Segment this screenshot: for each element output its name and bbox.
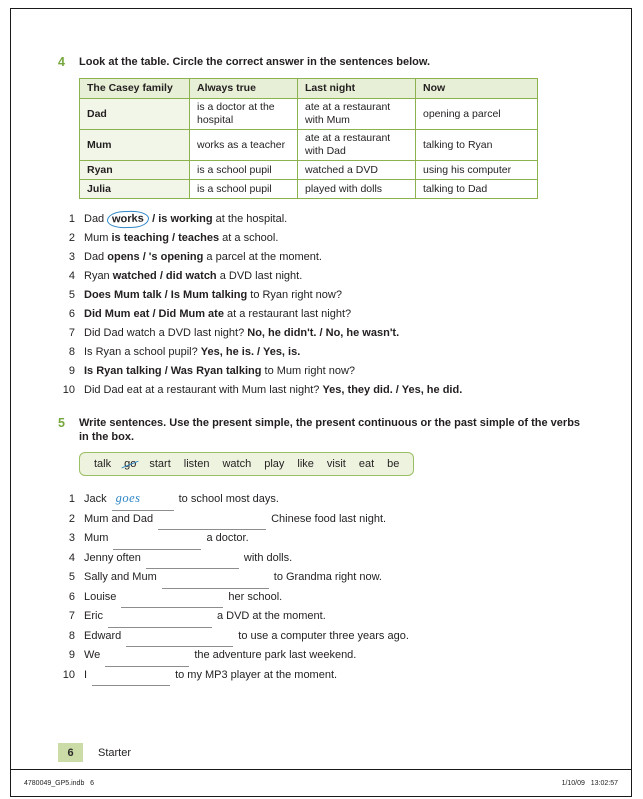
- family-member-name: Dad: [80, 99, 190, 130]
- sentence-segment: Is Ryan talking / Was Ryan talking: [84, 365, 262, 377]
- word-box-word: watch: [222, 458, 252, 470]
- exercise-4-header: [58, 55, 593, 69]
- sentence-segment: Ryan: [84, 270, 113, 282]
- sentence-after-blank: a DVD at the moment.: [216, 610, 326, 622]
- sentence-text: [84, 210, 287, 229]
- word-box-word: be: [387, 458, 400, 470]
- fill-in-item: [58, 567, 593, 587]
- sentence-text: [84, 343, 300, 362]
- exercise-5-section: [58, 416, 593, 684]
- sentence-number: 10: [62, 384, 75, 396]
- fill-in-item: [58, 626, 593, 646]
- sentence-text: [84, 229, 278, 248]
- answer-blank: [112, 489, 174, 511]
- now-cell: using his computer: [416, 161, 538, 180]
- sentence-segment: Did Mum eat / Did Mum ate: [84, 308, 224, 320]
- print-info-strip: [11, 769, 631, 796]
- now-cell: opening a parcel: [416, 99, 538, 130]
- sentence-item: [58, 229, 593, 248]
- sentence-segment: No, he didn't. / No, he wasn't.: [247, 327, 400, 339]
- family-member-name: Julia: [80, 180, 190, 199]
- fill-in-item: [58, 509, 593, 529]
- sentence-segment: to Mum right now?: [261, 365, 356, 377]
- sentence-segment: to Ryan right now?: [247, 289, 342, 301]
- exercise-5-instruction: Write sentences. Use the present simple, the present continuous or the past simple of the verbs in the box.: [79, 417, 581, 443]
- handwritten-answer: [113, 530, 121, 544]
- sentence-number: 2: [68, 512, 75, 525]
- handwritten-answer: [146, 550, 154, 564]
- sentence-segment: Dad: [84, 213, 108, 225]
- print-file-info: 4780049_GP5.indb 6: [24, 779, 95, 787]
- sentence-item: [58, 267, 593, 286]
- sentence-segment: is working: [158, 213, 213, 225]
- sentence-item: [58, 324, 593, 343]
- sentence-item: [58, 343, 593, 362]
- sentence-before-blank: Louise: [84, 590, 117, 603]
- word-box-word: listen: [183, 458, 210, 470]
- sentence-before-blank: Mum: [84, 532, 109, 544]
- fill-in-item: [58, 606, 593, 626]
- sentence-number: 7: [68, 327, 75, 339]
- fill-in-item: [58, 528, 593, 548]
- sentence-text: [84, 248, 322, 267]
- handwritten-answer: [108, 608, 116, 622]
- answer-blank: [162, 567, 269, 589]
- table-row: [80, 130, 538, 161]
- sentence-number: 5: [68, 571, 75, 583]
- answer-blank: [108, 606, 212, 628]
- sentence-number: 9: [68, 365, 75, 377]
- sentence-item: [58, 381, 593, 400]
- sentence-number: 3: [68, 532, 75, 544]
- casey-family-table: [79, 78, 538, 199]
- sentence-number: 4: [68, 270, 75, 282]
- sentence-segment: Does Mum talk / Is Mum talking: [84, 289, 248, 301]
- sentence-after-blank: with dolls.: [243, 551, 293, 564]
- exercise-4-number: 4: [58, 55, 65, 69]
- handwritten-answer: goes: [115, 491, 141, 505]
- sentence-number: 2: [68, 232, 75, 244]
- fill-in-item: [58, 489, 593, 509]
- family-member-name: Mum: [80, 130, 190, 161]
- fill-in-item: [58, 665, 593, 685]
- family-member-name: Ryan: [80, 161, 190, 180]
- page-content: [11, 9, 631, 684]
- answer-blank: [146, 548, 239, 570]
- column-header-last-night: Last night: [298, 79, 416, 99]
- column-header-family: The Casey family: [80, 79, 190, 99]
- sentence-segment: at the hospital.: [212, 213, 288, 225]
- last-night-cell: watched a DVD: [298, 161, 416, 180]
- sentence-before-blank: Sally and Mum: [84, 571, 157, 583]
- table-header-row: [80, 79, 538, 99]
- sentence-number: 8: [68, 346, 75, 358]
- last-night-cell: played with dolls: [298, 180, 416, 199]
- sentence-item: [58, 210, 593, 229]
- sentence-after-blank: to use a computer three years ago.: [238, 629, 409, 642]
- sentence-number: 1: [68, 213, 75, 225]
- sentence-segment: Yes, he is. / Yes, is.: [200, 346, 301, 358]
- page-frame: [10, 8, 632, 797]
- sentence-number: 1: [68, 493, 75, 505]
- exercise-4-instruction: Look at the table. Circle the correct answer in the sentences below.: [79, 56, 431, 68]
- exercise-5-header: [58, 416, 593, 444]
- word-box-word: start: [149, 458, 171, 470]
- fill-in-item: [58, 587, 593, 607]
- column-header-always-true: Always true: [190, 79, 298, 99]
- answer-blank: [113, 528, 201, 550]
- sentence-before-blank: Eric: [84, 610, 103, 622]
- exercise-4-sentence-list: [58, 210, 593, 400]
- sentence-before-blank: Edward: [84, 629, 122, 642]
- word-box-word: visit: [326, 458, 346, 470]
- sentence-number: 5: [68, 289, 75, 301]
- sentence-item: [58, 362, 593, 381]
- sentence-text: [84, 305, 351, 324]
- sentence-segment: Dad: [84, 251, 108, 263]
- sentence-before-blank: We: [84, 649, 101, 661]
- sentence-segment: Did Dad eat at a restaurant with Mum last night?: [84, 384, 323, 396]
- last-night-cell: ate at a restaurant with Dad: [298, 130, 416, 161]
- always-true-cell: is a school pupil: [190, 161, 298, 180]
- word-box-word: eat: [358, 458, 375, 470]
- table-row: [80, 99, 538, 130]
- sentence-before-blank: Jenny often: [84, 551, 141, 564]
- sentence-item: [58, 305, 593, 324]
- sentence-after-blank: Chinese food last night.: [271, 512, 387, 525]
- sentence-segment: is teaching / teaches: [111, 232, 220, 244]
- answer-blank: [105, 645, 189, 667]
- word-box: [79, 452, 414, 476]
- word-box-word: like: [297, 458, 314, 470]
- sentence-text: [84, 286, 342, 305]
- sentence-number: 3: [68, 251, 75, 263]
- word-box-word: play: [264, 458, 285, 470]
- column-header-now: Now: [416, 79, 538, 99]
- sentence-segment: Mum: [84, 232, 112, 244]
- now-cell: talking to Dad: [416, 180, 538, 199]
- word-box-word: talk: [94, 458, 112, 470]
- sentence-segment: at a school.: [219, 232, 279, 244]
- fill-in-item: [58, 645, 593, 665]
- answer-blank: [158, 509, 266, 531]
- sentence-after-blank: her school.: [228, 590, 283, 603]
- sentence-after-blank: to school most days.: [178, 493, 279, 505]
- page-number-badge: 6: [58, 743, 83, 762]
- sentence-segment: a parcel at the moment.: [203, 251, 322, 263]
- page-footer: [58, 743, 131, 762]
- handwritten-answer: [121, 589, 129, 603]
- sentence-before-blank: Jack: [84, 493, 107, 505]
- exercise-5-number: 5: [58, 416, 65, 430]
- always-true-cell: is a school pupil: [190, 180, 298, 199]
- print-timestamp: 1/10/09 13:02:57: [561, 779, 618, 787]
- sentence-after-blank: to Grandma right now.: [273, 571, 382, 583]
- sentence-number: 6: [68, 308, 75, 320]
- handwritten-answer: [158, 511, 166, 525]
- sentence-after-blank: a doctor.: [206, 532, 249, 544]
- sentence-text: [84, 362, 355, 381]
- sentence-text: [84, 324, 399, 343]
- word-box-word: go: [124, 458, 137, 470]
- unit-title: Starter: [98, 746, 132, 759]
- circled-answer: works: [107, 210, 149, 228]
- handwritten-answer: [105, 647, 113, 661]
- exercise-5-sentence-list: [58, 489, 593, 684]
- sentence-before-blank: I: [84, 668, 88, 681]
- table-row: [80, 180, 538, 199]
- sentence-segment: Did Dad watch a DVD last night?: [84, 327, 248, 339]
- sentence-number: 10: [62, 668, 75, 681]
- sentence-before-blank: Mum and Dad: [84, 512, 154, 525]
- last-night-cell: ate at a restaurant with Mum: [298, 99, 416, 130]
- table-row: [80, 161, 538, 180]
- sentence-number: 4: [68, 551, 75, 564]
- sentence-item: [58, 248, 593, 267]
- answer-blank: [92, 665, 170, 687]
- sentence-segment: /: [149, 213, 159, 225]
- sentence-segment: at a restaurant last night?: [223, 308, 352, 320]
- now-cell: talking to Ryan: [416, 130, 538, 161]
- fill-in-item: [58, 548, 593, 568]
- sentence-after-blank: the adventure park last weekend.: [194, 649, 357, 661]
- handwritten-answer: [92, 667, 100, 681]
- answer-blank: [126, 626, 233, 648]
- handwritten-answer: [126, 628, 134, 642]
- sentence-segment: Yes, they did. / Yes, he did.: [322, 384, 463, 396]
- sentence-number: 6: [68, 590, 75, 603]
- sentence-number: 9: [68, 649, 75, 661]
- answer-blank: [121, 587, 223, 609]
- sentence-after-blank: to my MP3 player at the moment.: [175, 668, 338, 681]
- sentence-segment: opens / 's opening: [107, 251, 204, 263]
- sentence-number: 8: [68, 629, 75, 642]
- handwritten-answer: [162, 569, 170, 583]
- sentence-number: 7: [68, 610, 75, 622]
- exercise-4-section: [58, 55, 593, 400]
- sentence-segment: watched / did watch: [112, 270, 217, 282]
- always-true-cell: is a doctor at the hospital: [190, 99, 298, 130]
- sentence-text: [84, 267, 302, 286]
- sentence-segment: a DVD last night.: [216, 270, 303, 282]
- sentence-text: [84, 381, 462, 400]
- always-true-cell: works as a teacher: [190, 130, 298, 161]
- sentence-item: [58, 286, 593, 305]
- sentence-segment: Is Ryan a school pupil?: [84, 346, 201, 358]
